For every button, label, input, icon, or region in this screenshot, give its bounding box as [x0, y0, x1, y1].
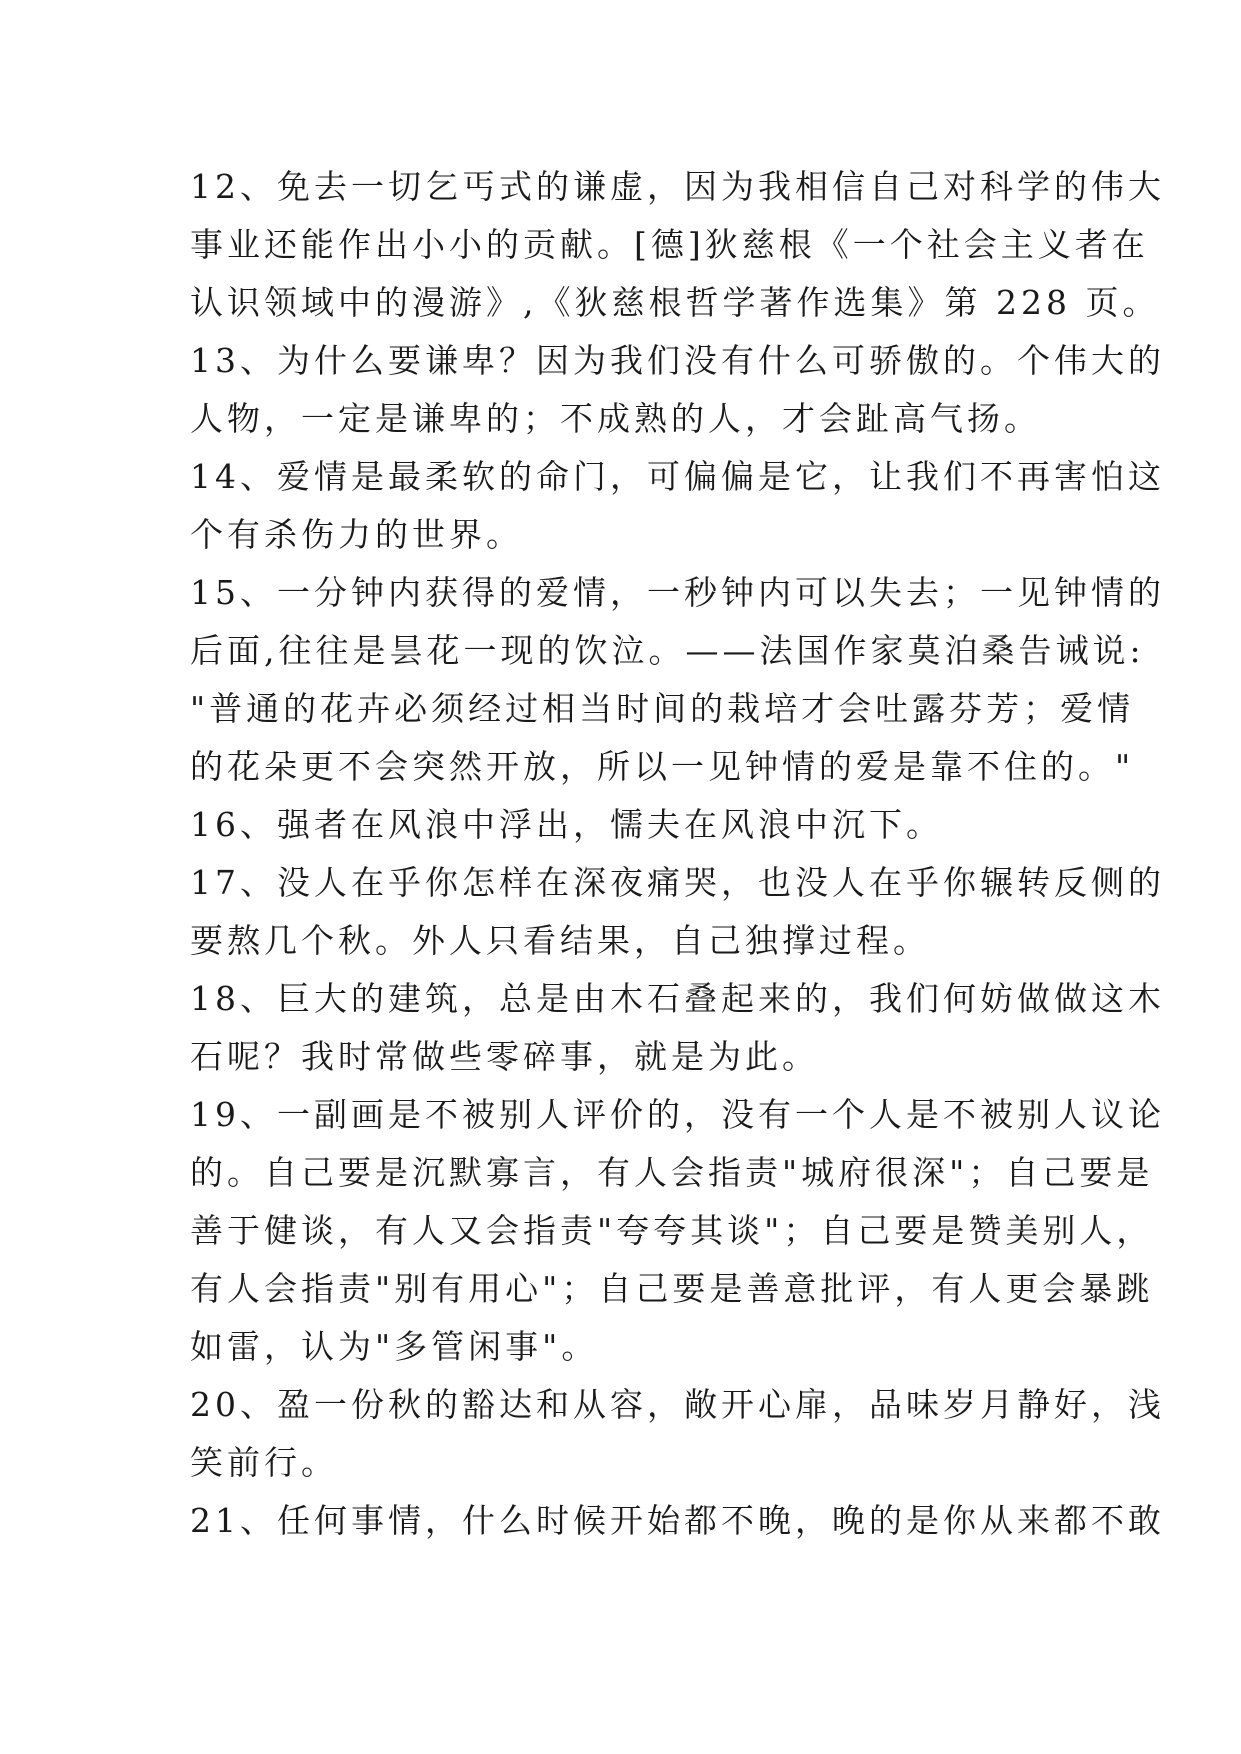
text-line: 人物，一定是谦卑的；不成熟的人，才会趾高气扬。	[190, 399, 1041, 438]
text-line: 有人会指责"别有用心"；自己要是善意批评，有人更会暴跳	[190, 1269, 1154, 1308]
text-line: 的。自己要是沉默寡言，有人会指责"城府很深"；自己要是	[190, 1153, 1154, 1192]
text-line: 14、爱情是最柔软的命门，可偏偏是它，让我们不再害怕这	[190, 457, 1165, 496]
text-line: 笑前行。	[190, 1443, 338, 1482]
text-line: 事业还能作出小小的贡献。[德]狄慈根《一个社会主义者在	[190, 225, 1149, 264]
document-body	[190, 158, 1165, 1550]
quote-paragraph-20	[190, 1376, 1165, 1492]
text-line: 如雷，认为"多管闲事"。	[190, 1327, 599, 1366]
quote-paragraph-16	[190, 796, 1050, 854]
quote-paragraph-12	[190, 158, 1165, 332]
text-line: 13、为什么要谦卑？因为我们没有什么可骄傲的。个伟大的	[190, 341, 1165, 380]
quote-paragraph-14	[190, 448, 1165, 564]
text-line: 12、免去一切乞丐式的谦虚，因为我相信自己对科学的伟大	[190, 167, 1165, 206]
text-line: 善于健谈，有人又会指责"夸夸其谈"；自己要是赞美别人，	[190, 1211, 1154, 1250]
text-line: 19、一副画是不被别人评价的，没有一个人是不被别人议论	[190, 1095, 1165, 1134]
text-line: 18、巨大的建筑，总是由木石叠起来的，我们何妨做做这木	[190, 979, 1165, 1018]
text-line: 21、任何事情，什么时候开始都不晚，晚的是你从来都不敢	[190, 1501, 1165, 1540]
text-line: 认识领域中的漫游》,《狄慈根哲学著作选集》第 228 页。	[190, 283, 1160, 322]
text-line: 个有杀伤力的世界。	[190, 515, 523, 554]
quote-paragraph-17	[190, 854, 1165, 970]
text-line: "普通的花卉必须经过相当时间的栽培才会吐露芬芳；爱情	[190, 689, 1135, 728]
quote-paragraph-15	[190, 564, 1165, 796]
text-line: 16、强者在风浪中浮出，懦夫在风浪中沉下。	[190, 805, 943, 844]
quote-paragraph-21	[190, 1492, 1165, 1550]
text-line: 后面,往往是昙花一现的饮泣。——法国作家莫泊桑告诫说:	[190, 631, 1145, 670]
text-line: 15、一分钟内获得的爱情，一秒钟内可以失去；一见钟情的	[190, 573, 1165, 612]
text-line: 要熬几个秋。外人只看结果，自己独撑过程。	[190, 921, 930, 960]
quote-paragraph-18	[190, 970, 1165, 1086]
quote-paragraph-19	[190, 1086, 1165, 1376]
text-line: 20、盈一份秋的豁达和从容，敞开心扉，品味岁月静好，浅	[190, 1385, 1165, 1424]
text-line: 的花朵更不会突然开放，所以一见钟情的爱是靠不住的。"	[190, 747, 1135, 786]
text-line: 17、没人在乎你怎样在深夜痛哭，也没人在乎你辗转反侧的	[190, 863, 1165, 902]
text-line: 石呢？我时常做些零碎事，就是为此。	[190, 1037, 819, 1076]
quote-paragraph-13	[190, 332, 1165, 448]
